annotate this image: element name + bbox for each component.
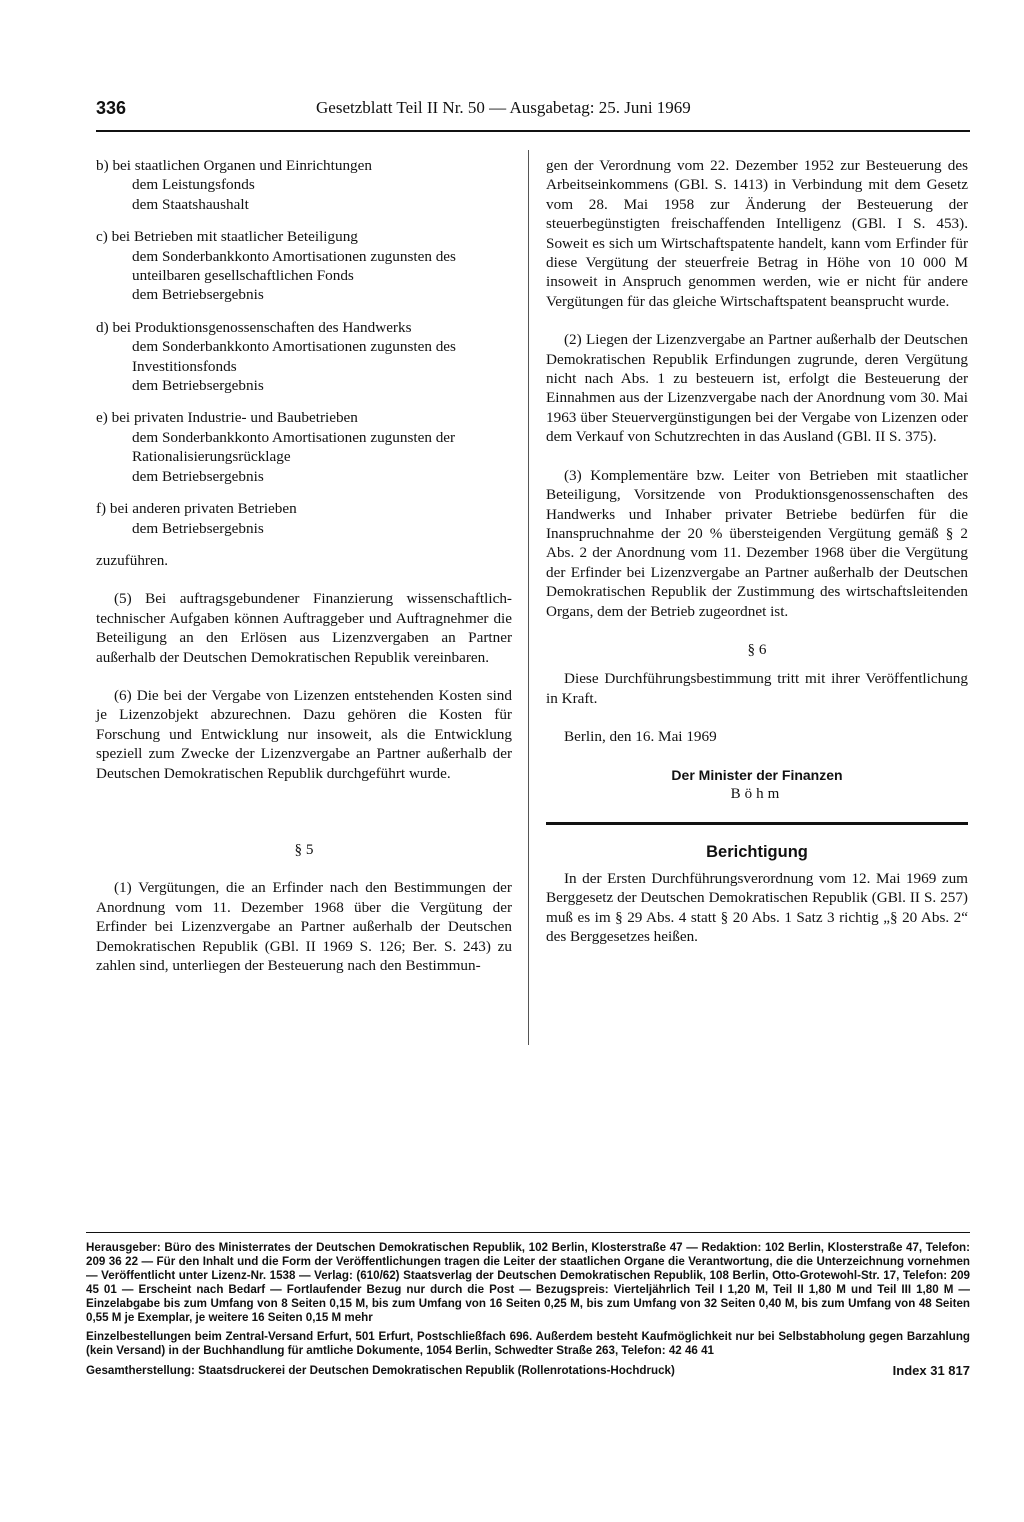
paragraph-5: (5) Bei auftragsgebundener Finanzierung wissenschaftlich-technischer Aufgaben können Auftraggeber und Auftragnehmer die Beteiligung an den Erlösen aus Lizenzvergaben an Partner außerhalb der Deutschen Demokratischen Republik vereinbaren. — [96, 590, 512, 666]
list-item — [96, 227, 512, 305]
continued-paragraph: gen der Verordnung vom 22. Dezember 1952 zur Besteuerung des Arbeitseinkommens (GBl. S. 1413) in Verbindung mit dem Gesetz vom 28. Mai 1958 zur Änderung der Besteuerung der steuerbegünstigten freischaffenden Intelligenz (GBl. I S. 453). Soweit es sich um Wirtschaftspatente handelt, kann vom Erfinder für diese Vergütung der steuerfreie Betrag in Höhe von 10 000 M insoweit in Anspruch genommen werden, wie er nicht für andere Vergütungen für das gleiche Wirtschaftspatent beansprucht wurde. — [546, 157, 968, 310]
list-item-lead: e) bei privaten Industrie- und Baubetrieben — [96, 409, 358, 427]
running-head: Gesetzblatt Teil II Nr. 50 — Ausgabetag: 25. Juni 1969 — [316, 98, 691, 117]
list-item-lead: c) bei Betrieben mit staatlicher Beteiligung — [96, 228, 358, 246]
list-item — [96, 156, 512, 214]
list-item-line: dem Sonderbankkonto Amortisationen zugunsten des unteilbaren gesellschaftlichen Fonds — [132, 247, 456, 285]
section-divider — [546, 822, 968, 825]
list-item-line: dem Betriebsergebnis — [132, 519, 264, 537]
list-item — [96, 499, 512, 538]
page-number: 336 — [96, 98, 127, 118]
imprint-orders: Einzelbestellungen beim Zentral-Versand Erfurt, 501 Erfurt, Postschließfach 696. Außerdem besteht Kaufmöglichkeit nur bei Selbstabholung gegen Barzahlung (kein Versand) in der Buchhandlung für amtliche Dokumente, 1054 Berlin, Schwedter Straße 263, Telefon: 42 46 41 — [86, 1330, 970, 1358]
section-5-heading: § 5 — [294, 840, 314, 858]
index-number: Index 31 817 — [892, 1363, 970, 1379]
list-item-line: dem Sonderbankkonto Amortisationen zugunsten der Rationalisierungsrücklage — [132, 428, 456, 466]
berichtigung-text: In der Ersten Durchführungsverordnung vom 12. Mai 1969 zum Berggesetz der Deutschen Demokratischen Republik (GBl. II S. 257) muß es im § 29 Abs. 4 statt § 20 Abs. 1 Satz 3 richtig „§ 20 Abs. 2“ des Berggesetzes heißen. — [546, 869, 968, 945]
column-divider — [528, 150, 529, 1045]
place-date: Berlin, den 16. Mai 1969 — [564, 728, 717, 746]
list-item-lead: f) bei anderen privaten Betrieben — [96, 500, 297, 518]
list-item-lead: d) bei Produktionsgenossenschaften des Handwerks — [96, 318, 412, 336]
paragraph-6: (6) Die bei der Vergabe von Lizenzen entstehenden Kosten sind je Lizenzobjekt abzurechnen. Dazu gehören die Kosten für Forschung und Entwicklung nur insoweit, als die Entwicklung speziell zum Zwecke der Lizenzvergabe an Partner außerhalb der Deutschen Demokratischen Republik durchgeführt wurde. — [96, 686, 512, 782]
berichtigung-heading: Berichtigung — [706, 843, 808, 862]
list-item-line: dem Betriebsergebnis — [132, 377, 264, 395]
section-6-heading: § 6 — [747, 640, 767, 658]
list-item — [96, 408, 512, 486]
imprint-printer: Gesamtherstellung: Staatsdruckerei der Deutschen Demokratischen Republik (Rollenrotations-Hochdruck) — [86, 1364, 675, 1378]
list-item-line: dem Leistungsfonds — [132, 176, 255, 194]
section-5-paragraph-2: (2) Liegen der Lizenzvergabe an Partner außerhalb der Deutschen Demokratischen Republik Erfindungen zugrunde, deren Vergütung nicht nach Abs. 1 zu besteuern ist, erfolgt die Besteuerung der Einnahmen aus der Lizenzvergabe nach der Anordnung vom 30. Mai 1963 über Steuervergünstigungen bei der Vergabe von Lizenzen oder dem Verkauf von Schutzrechten in das Ausland (GBl. II S. 375). — [546, 331, 968, 446]
list-item-line: dem Staatshaushalt — [132, 195, 249, 213]
left-column — [96, 156, 512, 975]
page-header — [96, 96, 970, 132]
list-item — [96, 318, 512, 396]
section-5-paragraph-1: (1) Vergütungen, die an Erfinder nach den Bestimmungen der Anordnung vom 11. Dezember 1968 über die Vergütung der Erfinder bei Lizenzvergabe an Partner außerhalb der Deutschen Demokratischen Republik (GBl. II 1969 S. 126; Ber. S. 243) zu zahlen sind, unterliegen der Besteuerung nach den Bestimmun- — [96, 879, 512, 974]
minister-name: Böhm — [730, 785, 784, 802]
zuzufuehren-text: zuzuführen. — [96, 551, 169, 569]
footer-rule — [86, 1232, 970, 1233]
right-column — [546, 156, 968, 946]
list-item-line: dem Sonderbankkonto Amortisationen zugunsten des Investitionsfonds — [132, 338, 456, 375]
list-item-lead: b) bei staatlichen Organen und Einrichtungen — [96, 157, 372, 174]
imprint-publisher: Herausgeber: Büro des Ministerrates der Deutschen Demokratischen Republik, 102 Berlin, Klosterstraße 47 — Redaktion: 102 Berlin, Klosterstraße 47, Telefon: 209 36 22 — Für den Inhalt und die Form der Veröffentlichungen tragen die Leiter der staatlichen Organe die Verantwortung, die die Unterzeichnung vornehmen — Veröffentlicht unter Lizenz-Nr. 1538 — Verlag: (610/62) Staatsverlag der Deutschen Demokratischen Republik, 108 Berlin, Otto-Grotewohl-Str. 17, Telefon: 209 45 01 — Erscheint nach Bedarf — Fortlaufender Bezug nur durch die Post — Bezugspreis: Vierteljährlich Teil I 1,20 M, Teil II 1,80 M und Teil III 1,80 M — Einzelabgabe bis zum Umfang von 8 Seiten 0,15 M, bis zum Umfang von 16 Seiten 0,25 M, bis zum Umfang von 32 Seiten 0,40 M, bis zum Umfang von 48 Seiten 0,55 M je Exemplar, je weitere 16 Seiten 0,15 M mehr — [86, 1241, 970, 1324]
section-6-paragraph: Diese Durchführungsbestimmung tritt mit ihrer Veröffentlichung in Kraft. — [546, 670, 968, 707]
imprint-footer — [86, 1232, 970, 1378]
minister-title: Der Minister der Finanzen — [671, 766, 843, 783]
list-item-line: dem Betriebsergebnis — [132, 286, 264, 304]
section-5-paragraph-3: (3) Komplementäre bzw. Leiter von Betrieben mit staatlicher Beteiligung, Vorsitzende von Produktionsgenossenschaften des Handwerks und Inhaber privater Betriebe bedürfen für die Inanspruchnahme der 20 % übersteigenden Vergütung gemäß § 2 Abs. 2 der Anordnung vom 11. Dezember 1968 über die Vergütung der Erfinder bei Lizenzvergabe an Partner außerhalb der Deutschen Demokratischen Republik der Zustimmung des wirtschaftsleitenden Organs, dem der Betrieb zugeordnet ist. — [546, 466, 968, 620]
list-item-line: dem Betriebsergebnis — [132, 467, 264, 485]
